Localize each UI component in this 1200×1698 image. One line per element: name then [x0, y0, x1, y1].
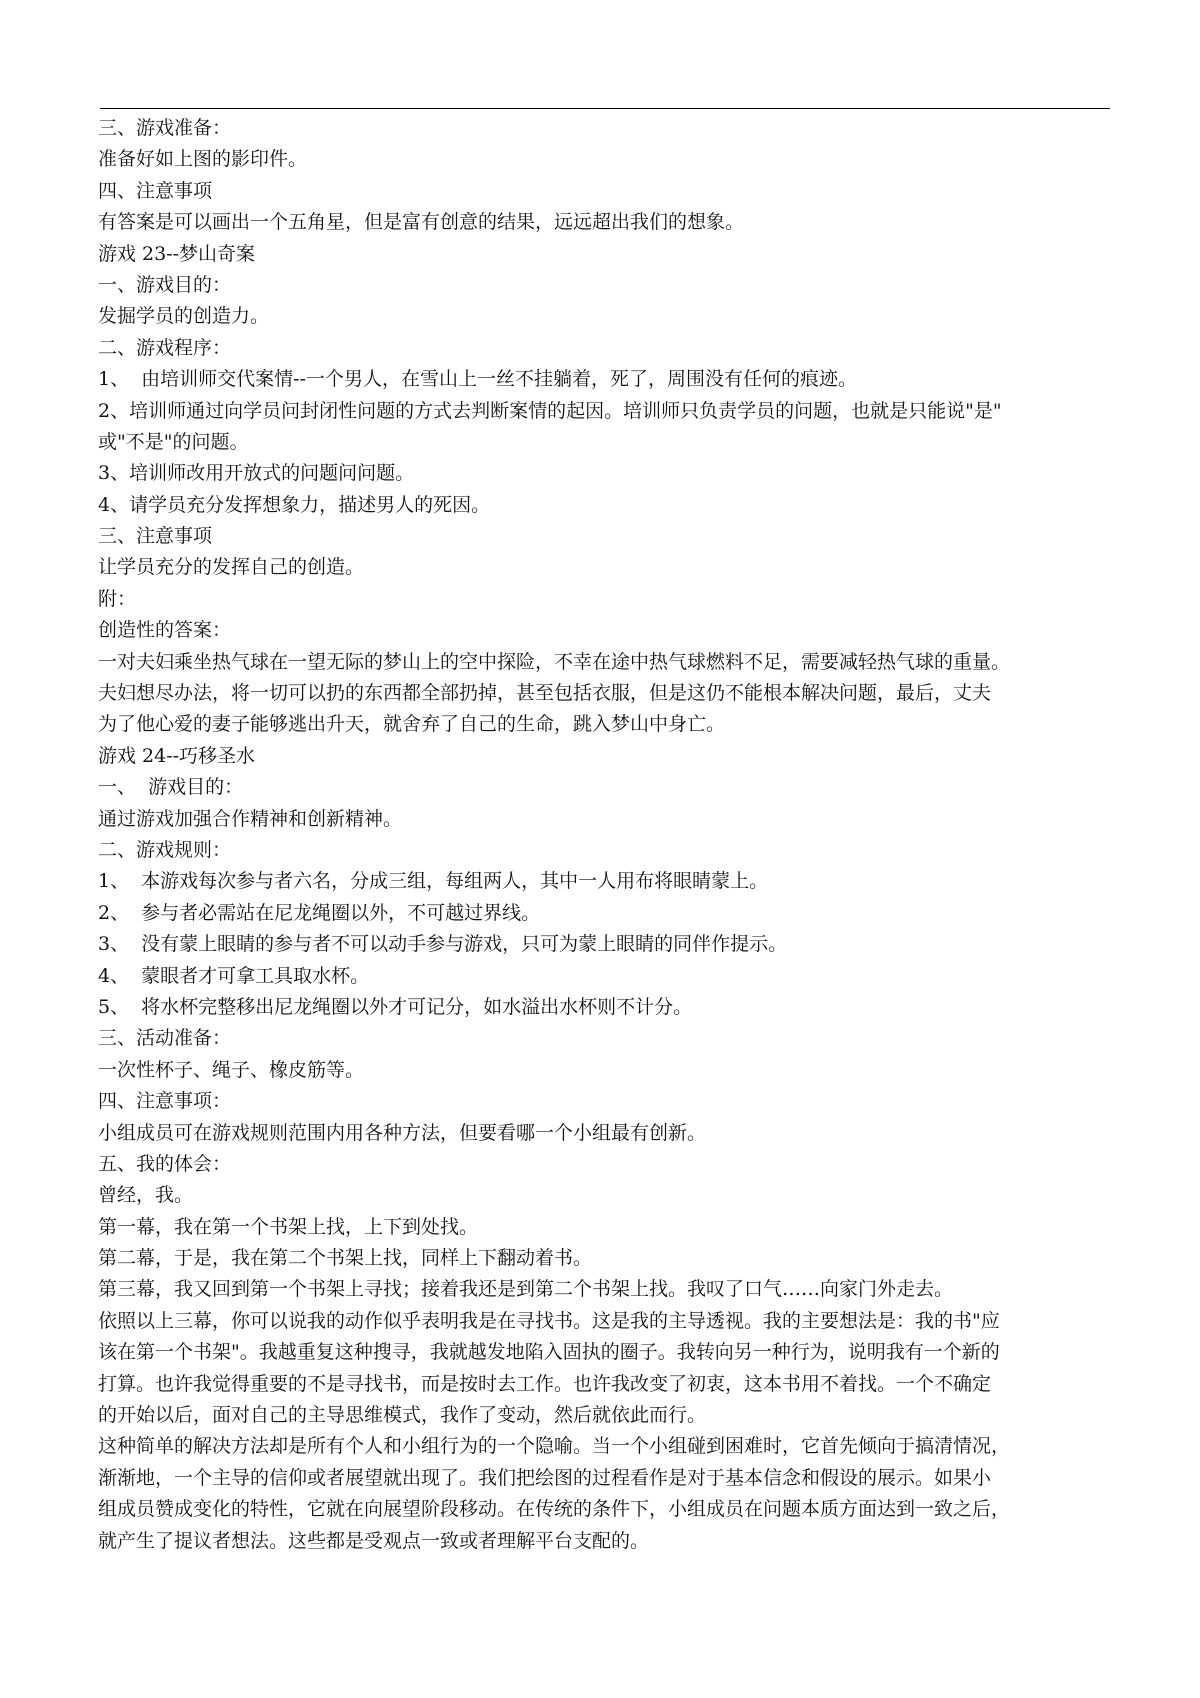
text-line: 三、游戏准备：	[98, 117, 232, 139]
text-line: 依照以上三幕，你可以说我的动作似乎表明我是在寻找书。这是我的主导透视。我的主要想法是：我的书"应	[98, 1309, 1000, 1332]
text-line: 或"不是"的问题。	[98, 430, 249, 453]
text-line: 附：	[98, 587, 137, 610]
text-line: 让学员充分的发挥自己的创造。	[98, 556, 365, 579]
text-line: 2、 参与者必需站在尼龙绳圈以外，不可越过界线。	[98, 901, 541, 924]
text-line: 第二幕，于是，我在第二个书架上找，同样上下翻动着书。	[98, 1247, 593, 1270]
text-line: 游戏 23--梦山奇案	[98, 242, 256, 265]
document-body	[98, 113, 1112, 1557]
text-line: 这种简单的解决方法却是所有个人和小组行为的一个隐喻。当一个小组碰到困难时，它首先倾向于搞清情况，	[98, 1435, 1011, 1458]
text-line: 第一幕，我在第一个书架上找，上下到处找。	[98, 1215, 479, 1238]
text-line: 五、我的体会：	[98, 1152, 232, 1175]
text-line: 渐渐地，一个主导的信仰或者展望就出现了。我们把绘图的过程看作是对于基本信念和假设的展示。如果小	[98, 1466, 992, 1489]
text-line: 1、 本游戏每次参与者六名，分成三组，每组两人，其中一人用布将眼睛蒙上。	[98, 870, 769, 893]
text-line: 2、培训师通过向学员问封闭性问题的方式去判断案情的起因。培训师只负责学员的问题，也就是只能说"是"	[98, 399, 1002, 422]
text-line: 就产生了提议者想法。这些都是受观点一致或者理解平台支配的。	[98, 1529, 650, 1552]
text-line: 发掘学员的创造力。	[98, 305, 270, 328]
text-line: 3、培训师改用开放式的问题问问题。	[98, 462, 415, 485]
text-line: 准备好如上图的影印件。	[98, 148, 308, 171]
text-line: 4、请学员充分发挥想象力，描述男人的死因。	[98, 493, 491, 516]
text-line: 4、 蒙眼者才可拿工具取水杯。	[98, 964, 370, 987]
text-line: 1、 由培训师交代案情--一个男人，在雪山上一丝不挂躺着，死了，周围没有任何的痕迹。	[98, 368, 858, 391]
text-line: 四、注意事项	[98, 179, 213, 202]
text-line: 二、游戏规则：	[98, 838, 232, 861]
text-line: 第三幕，我又回到第一个书架上寻找；接着我还是到第二个书架上找。我叹了口气……向家门外走去。	[98, 1278, 954, 1301]
text-line: 三、注意事项	[98, 525, 213, 548]
text-line: 组成员赞成变化的特性，它就在向展望阶段移动。在传统的条件下，小组成员在问题本质方面达到一致之后，	[98, 1498, 1011, 1521]
text-line: 游戏 24--巧移圣水	[98, 744, 256, 767]
text-line: 为了他心爱的妻子能够逃出升天，就舍弃了自己的生命，跳入梦山中身亡。	[98, 713, 726, 736]
text-line: 小组成员可在游戏规则范围内用各种方法，但要看哪一个小组最有创新。	[98, 1121, 707, 1144]
text-line: 夫妇想尽办法，将一切可以扔的东西都全部扔掉，甚至包括衣服，但是这仍不能根本解决问题，最后，丈夫	[98, 682, 992, 705]
text-line: 曾经，我。	[98, 1184, 194, 1207]
text-line: 一次性杯子、绳子、橡皮筋等。	[98, 1058, 365, 1081]
text-line: 通过游戏加强合作精神和创新精神。	[98, 807, 403, 830]
text-line: 四、注意事项：	[98, 1090, 232, 1113]
text-line: 有答案是可以画出一个五角星，但是富有创意的结果，远远超出我们的想象。	[98, 211, 745, 234]
text-line: 该在第一个书架"。我越重复这种搜寻，我就越发地陷入固执的圈子。我转向另一种行为，说明我有一个新的	[98, 1341, 1000, 1364]
text-line: 5、 将水杯完整移出尼龙绳圈以外才可记分，如水溢出水杯则不计分。	[98, 995, 693, 1018]
text-line: 3、 没有蒙上眼睛的参与者不可以动手参与游戏，只可为蒙上眼睛的同伴作提示。	[98, 933, 788, 956]
text-line: 一、 游戏目的：	[98, 776, 244, 799]
text-line: 打算。也许我觉得重要的不是寻找书，而是按时去工作。也许我改变了初衷，这本书用不着找。一个不确定	[98, 1372, 992, 1395]
text-line: 一、游戏目的：	[98, 273, 232, 296]
header-rule	[100, 108, 1110, 109]
text-line: 的开始以后，面对自己的主导思维模式，我作了变动，然后就依此而行。	[98, 1404, 707, 1427]
text-line: 三、活动准备：	[98, 1027, 232, 1050]
text-line: 一对夫妇乘坐热气球在一望无际的梦山上的空中探险，不幸在途中热气球燃料不足，需要减轻热气球的重量。	[98, 650, 1011, 673]
text-line: 二、游戏程序：	[98, 336, 232, 359]
text-line: 创造性的答案：	[98, 619, 232, 642]
